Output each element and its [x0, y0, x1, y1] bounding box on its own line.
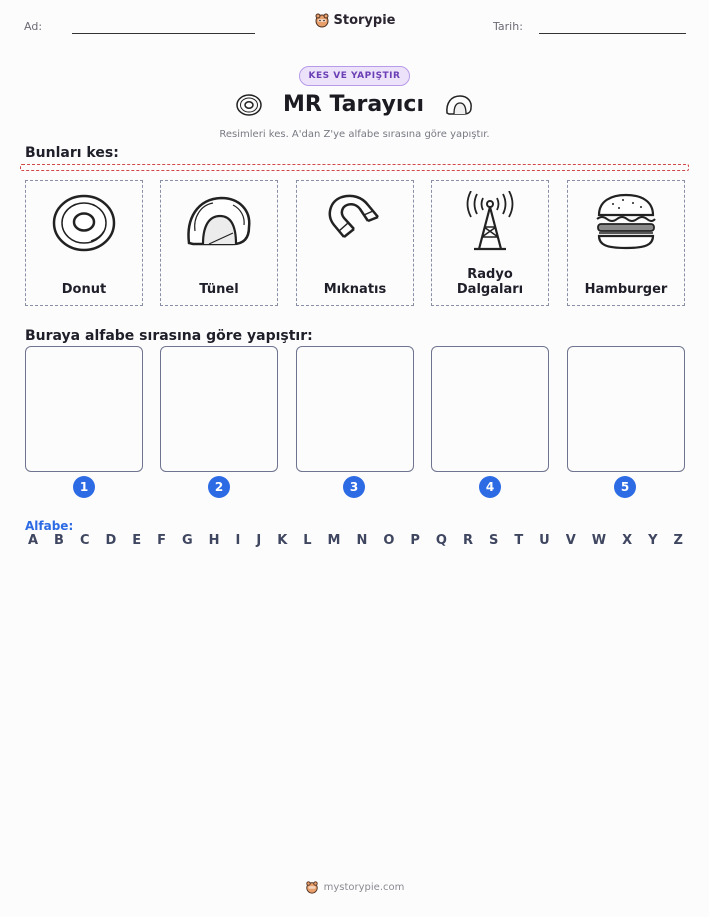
alphabet-letter: D	[105, 533, 117, 548]
alphabet-letter: I	[235, 533, 241, 548]
alphabet-letter: V	[565, 533, 576, 548]
instructions: Resimleri kes. A'dan Z'ye alfabe sırasına göre yapıştır.	[219, 129, 490, 140]
alphabet-letter: B	[54, 533, 64, 548]
paste-slot-3[interactable]	[296, 346, 414, 472]
paste-slot-5[interactable]	[567, 346, 685, 472]
storypie-logo-icon	[305, 880, 319, 894]
paste-slot-2[interactable]	[160, 346, 278, 472]
footer-link[interactable]: mystorypie.com	[323, 881, 405, 893]
page-title: MR Tarayıcı	[283, 92, 424, 117]
cut-heading: Bunları kes:	[25, 145, 119, 161]
alphabet-letter: K	[277, 533, 288, 548]
alphabet-letter: J	[256, 533, 262, 548]
alphabet-letter: L	[303, 533, 312, 548]
hamburger-icon	[593, 191, 659, 253]
slot-number-badge: 4	[479, 476, 501, 498]
alphabet-letter: H	[208, 533, 220, 548]
badge-row	[0, 66, 709, 86]
magnet-icon	[322, 191, 388, 253]
brand	[0, 12, 709, 28]
cut-card-magnet[interactable]	[296, 180, 414, 306]
card-label: Tünel	[199, 282, 239, 297]
donut-icon	[235, 93, 263, 117]
cut-line	[20, 164, 689, 171]
tunnel-icon	[444, 93, 474, 117]
alphabet-letter: W	[591, 533, 607, 548]
slot-number-badge: 1	[73, 476, 95, 498]
slot-number-badge: 3	[343, 476, 365, 498]
card-label: Hamburger	[584, 282, 668, 297]
title-row	[0, 92, 709, 117]
activity-badge: KES VE YAPIŞTIR	[299, 66, 411, 86]
slot-number-badge: 2	[208, 476, 230, 498]
card-label: Mıknatıs	[323, 282, 387, 297]
card-label: Donut	[61, 282, 107, 297]
brand-name: Storypie	[333, 12, 396, 28]
alphabet-letter: P	[410, 533, 420, 548]
alphabet-letter: X	[622, 533, 633, 548]
name-label: Ad:	[24, 20, 43, 33]
alphabet-letter: G	[182, 533, 193, 548]
alphabet-letter: E	[132, 533, 142, 548]
alphabet-letter: Y	[648, 533, 658, 548]
footer	[0, 880, 709, 894]
paste-heading: Buraya alfabe sırasına göre yapıştır:	[25, 328, 313, 344]
date-line[interactable]	[539, 33, 686, 34]
alphabet-letter: M	[327, 533, 341, 548]
alphabet-letter: S	[488, 533, 499, 548]
alphabet-letter: C	[79, 533, 90, 548]
paste-slot-4[interactable]	[431, 346, 549, 472]
alphabet-letter: U	[539, 533, 550, 548]
alphabet-letter: O	[383, 533, 395, 548]
alphabet-letter: Z	[673, 533, 683, 548]
alphabet-row	[28, 533, 683, 548]
cut-card-hamburger[interactable]	[567, 180, 685, 306]
alphabet-heading: Alfabe:	[25, 519, 74, 533]
name-line[interactable]	[72, 33, 255, 34]
alphabet-letter: A	[28, 533, 39, 548]
alphabet-letter: F	[157, 533, 167, 548]
radio-tower-icon	[459, 191, 521, 253]
slot-number-badge: 5	[614, 476, 636, 498]
cut-card-tunnel[interactable]	[160, 180, 278, 306]
date-label: Tarih:	[493, 20, 523, 33]
paste-slot-1[interactable]	[25, 346, 143, 472]
storypie-logo-icon	[314, 12, 330, 28]
alphabet-letter: T	[514, 533, 524, 548]
alphabet-letter: N	[356, 533, 368, 548]
donut-icon	[51, 191, 117, 253]
cut-card-radio-waves[interactable]	[431, 180, 549, 306]
alphabet-letter: Q	[435, 533, 447, 548]
tunnel-icon	[183, 191, 255, 253]
cut-card-donut[interactable]	[25, 180, 143, 306]
card-label: Radyo Dalgaları	[456, 267, 524, 297]
alphabet-letter: R	[462, 533, 473, 548]
